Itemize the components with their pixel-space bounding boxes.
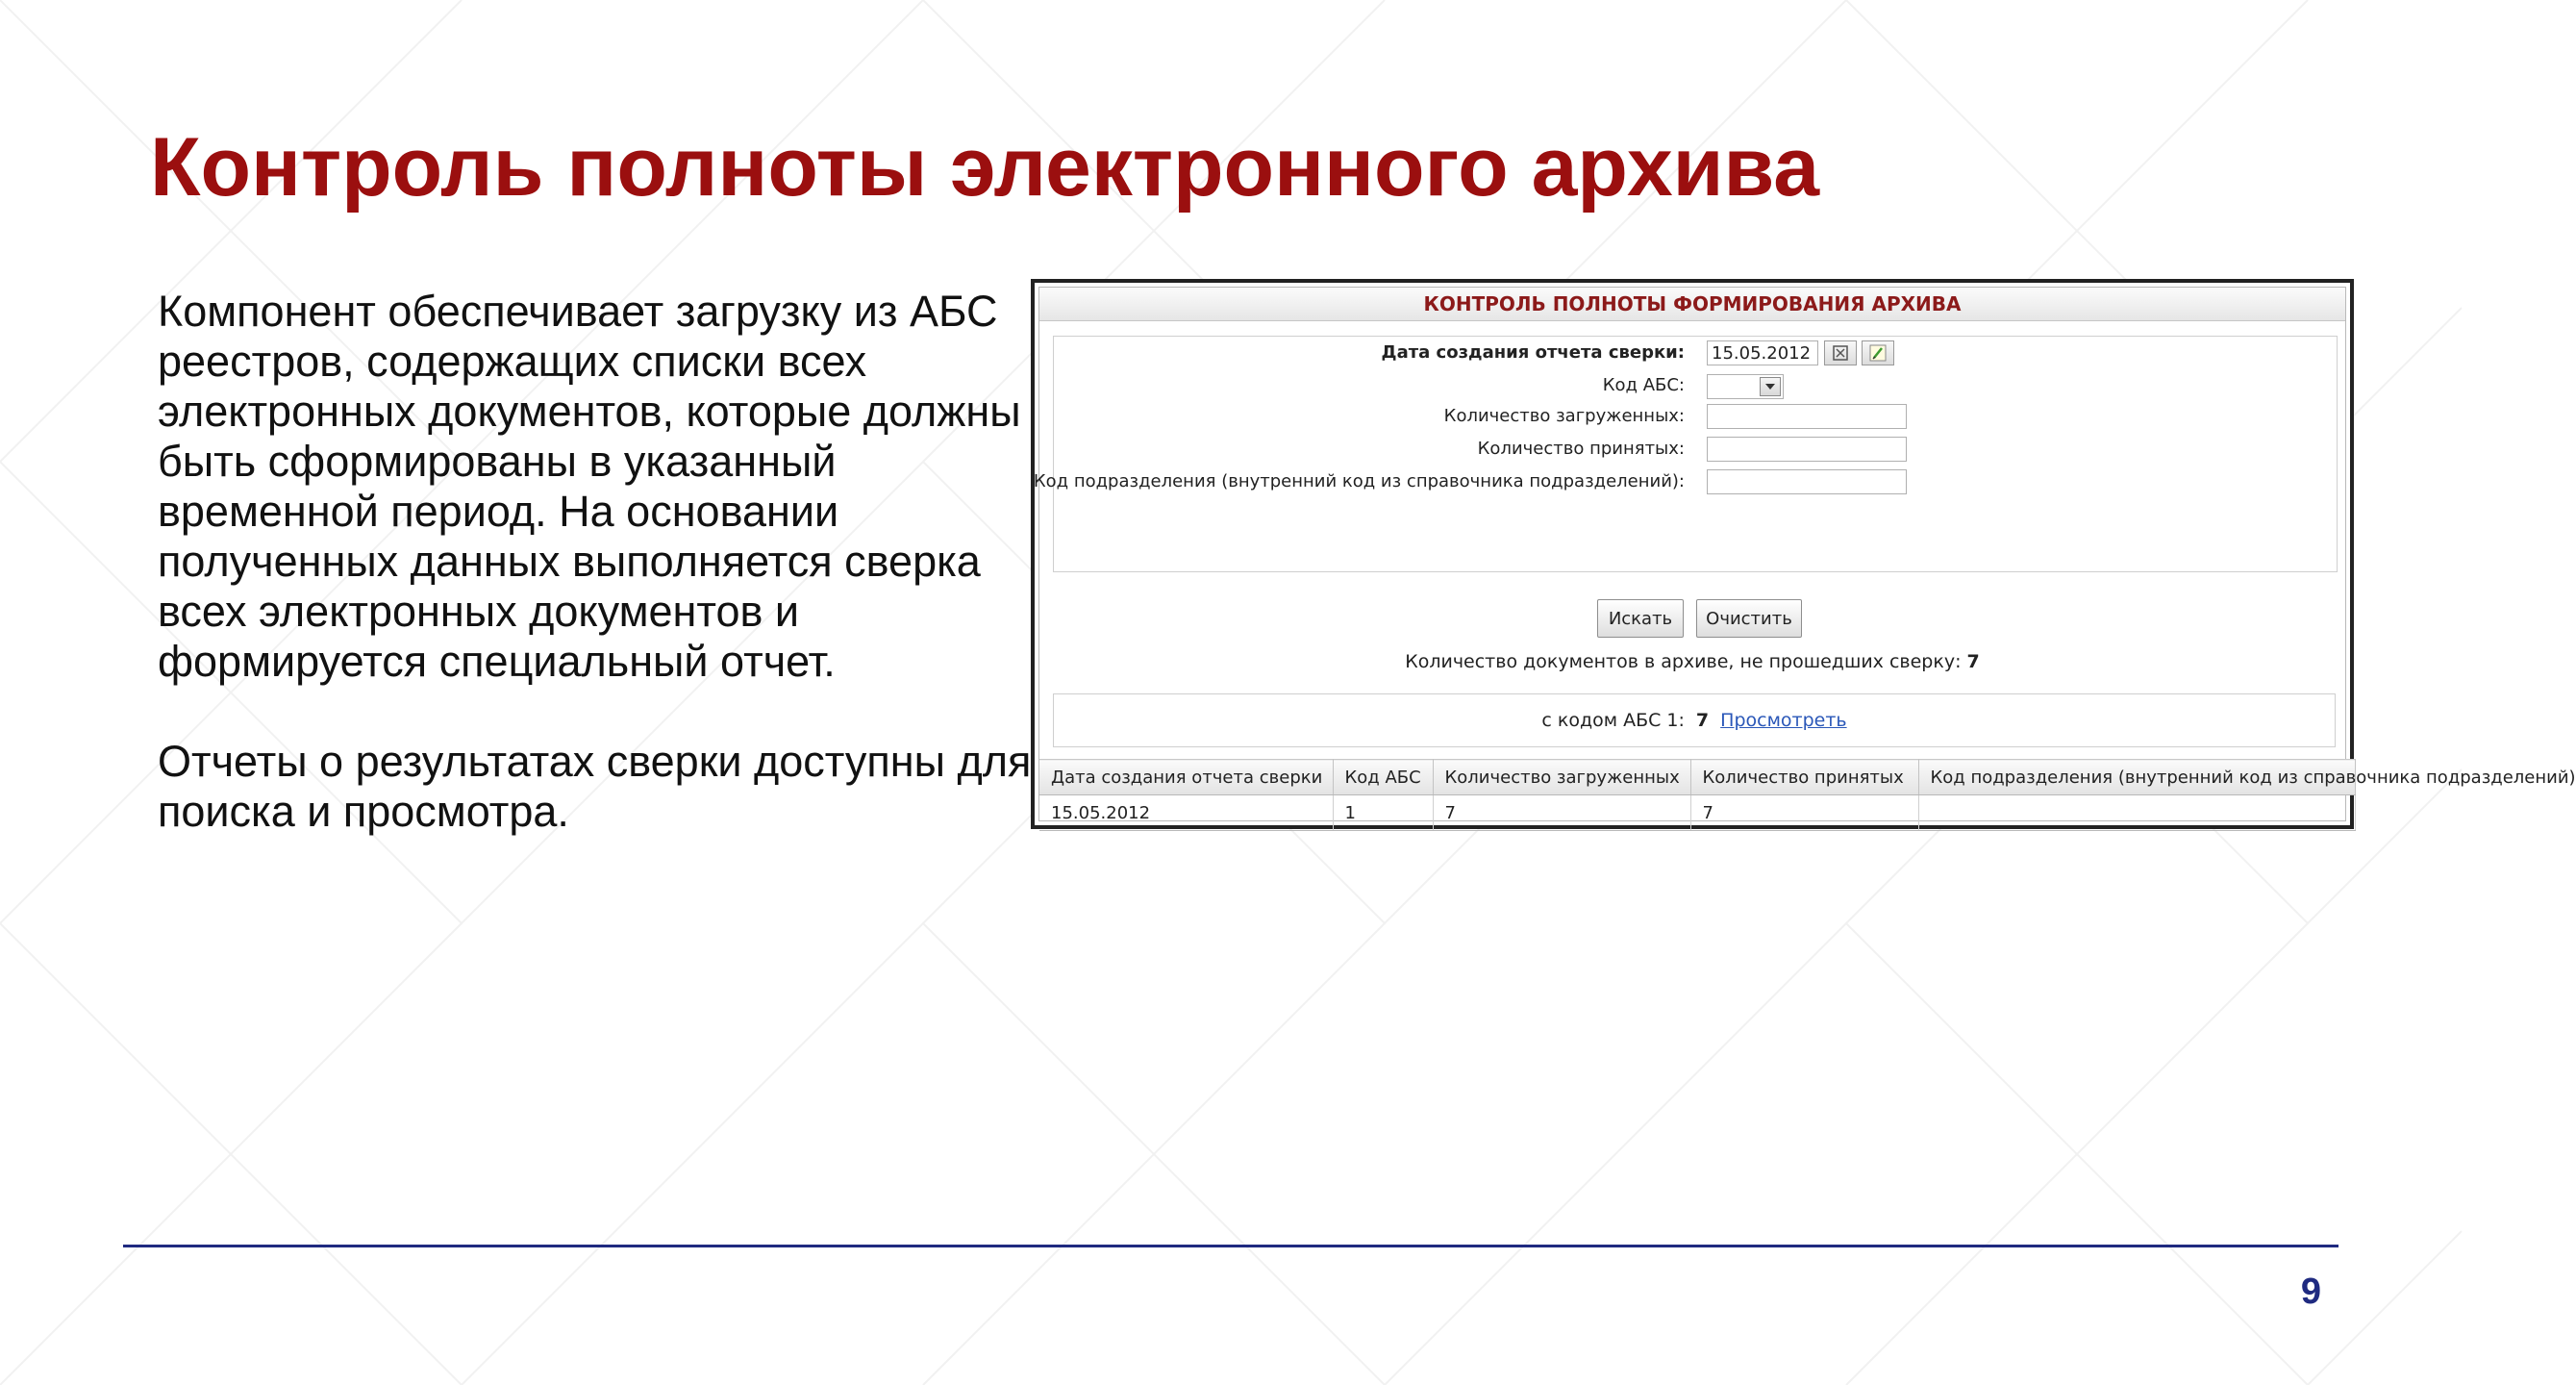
table-header-row <box>1039 760 2355 795</box>
search-button[interactable]: Искать <box>1597 599 1684 638</box>
chevron-down-icon[interactable] <box>1760 377 1781 396</box>
search-form-panel <box>1033 336 2338 572</box>
cell-accepted: 7 <box>1690 795 1918 831</box>
page-number: 9 <box>2300 1272 2321 1312</box>
pencil-icon <box>1863 341 1893 365</box>
accepted-count-label: Количество принятых: <box>1477 439 1685 459</box>
unverified-summary-count: 7 <box>1966 651 1980 672</box>
slide-title: Контроль полноты электронного архива <box>150 121 1820 214</box>
column-header-loaded[interactable]: Количество загруженных <box>1433 760 1690 795</box>
date-label: Дата создания отчета сверки: <box>1381 342 1685 363</box>
body-paragraph-1: Компонент обеспечивает загрузку из АБС реестров, содержащих списки всех электронных документов, которые должны быть сформированы в указанный временной период. На основании полученных данных выполняется сверка всех электронных документов и формируется специальный отчет. <box>158 287 1021 686</box>
loaded-count-input[interactable] <box>1707 404 1907 429</box>
abs-result-label: с кодом АБС 1: <box>1541 710 1685 731</box>
division-code-label: Код подразделения (внутренний код из справочника подразделений): <box>1033 471 1685 491</box>
date-input[interactable] <box>1707 340 1818 365</box>
loaded-count-label: Количество загруженных: <box>1443 406 1685 426</box>
accepted-count-input[interactable] <box>1707 437 1907 462</box>
column-header-abs-code[interactable]: Код АБС <box>1333 760 1433 795</box>
slide-body <box>158 287 1038 837</box>
clear-button[interactable]: Очистить <box>1696 599 1802 638</box>
abs-result-count: 7 <box>1695 710 1710 731</box>
clear-date-icon[interactable] <box>1824 340 1857 365</box>
body-paragraph-2: Отчеты о результатах сверки доступны для поиска и просмотра. <box>158 737 1032 836</box>
table-row[interactable] <box>1039 795 2355 831</box>
abs-code-label: Код АБС: <box>1602 375 1685 395</box>
calendar-clear-icon <box>1825 341 1856 365</box>
dropdown-arrow-icon <box>1761 378 1780 395</box>
cell-date: 15.05.2012 <box>1039 795 1333 831</box>
reports-table <box>1039 759 2576 831</box>
unverified-summary-text: Количество документов в архиве, не прошедших сверку: <box>1405 651 1962 672</box>
column-header-division-code[interactable]: Код подразделения (внутренний код из справочника подразделений) <box>1918 760 2355 795</box>
footer-divider <box>123 1245 2338 1247</box>
view-link[interactable]: Просмотреть <box>1720 710 1847 731</box>
cell-division-code <box>1918 795 2355 831</box>
cell-loaded: 7 <box>1433 795 1690 831</box>
column-header-accepted[interactable]: Количество принятых <box>1690 760 1918 795</box>
unverified-summary <box>1039 649 2345 674</box>
abs-result-panel <box>1053 693 2336 747</box>
archive-control-screenshot <box>1031 279 2576 829</box>
abs-code-select[interactable] <box>1707 374 1784 399</box>
edit-date-icon[interactable] <box>1862 340 1894 365</box>
column-header-date[interactable]: Дата создания отчета сверки <box>1039 760 1333 795</box>
app-header-title: КОНТРОЛЬ ПОЛНОТЫ ФОРМИРОВАНИЯ АРХИВА <box>1039 288 2345 321</box>
app-window <box>1033 287 2576 823</box>
division-code-input[interactable] <box>1707 469 1907 494</box>
cell-abs-code: 1 <box>1333 795 1433 831</box>
